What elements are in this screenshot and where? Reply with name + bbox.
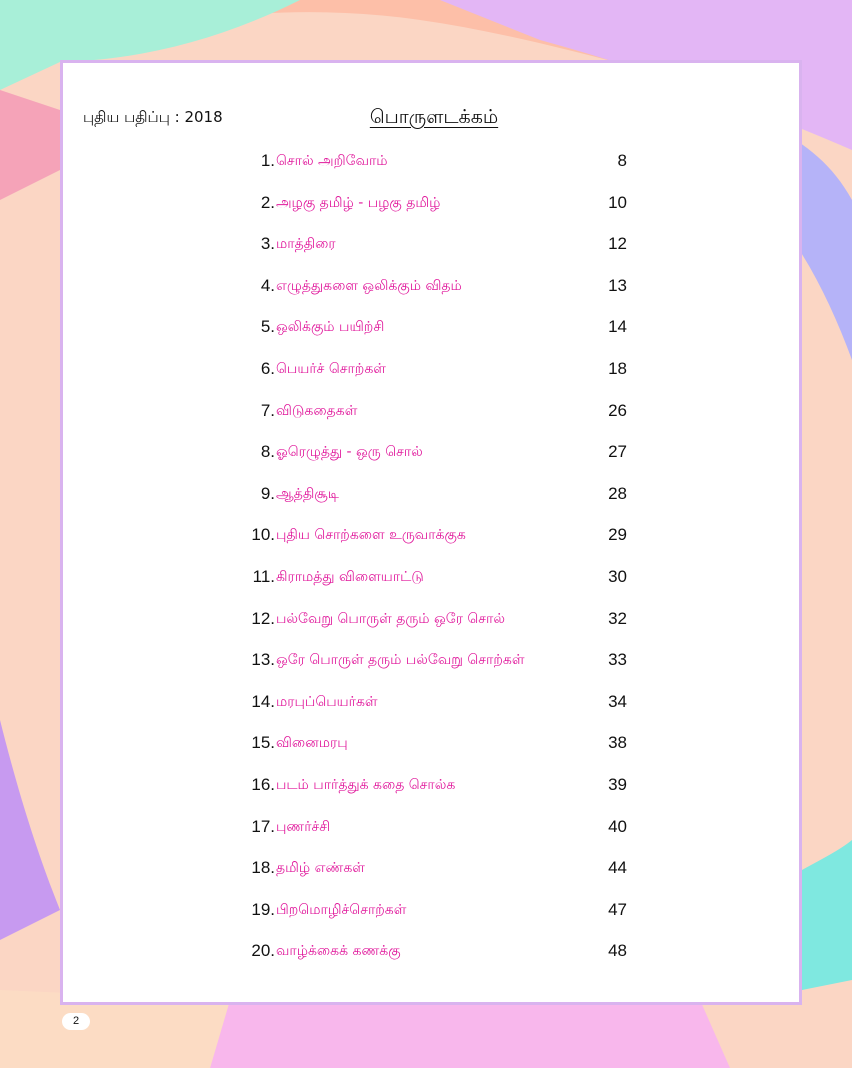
toc-label[interactable]: அழகு தமிழ் - பழகு தமிழ் xyxy=(276,194,441,211)
toc-number: 4. xyxy=(260,275,275,295)
toc-number: 8. xyxy=(260,442,275,462)
toc-row[interactable] xyxy=(63,609,805,639)
toc-page-number: 48 xyxy=(608,941,627,961)
toc-row[interactable] xyxy=(63,692,805,722)
toc-number: 19. xyxy=(251,899,275,919)
toc-page-number: 10 xyxy=(608,192,627,212)
toc-row[interactable] xyxy=(63,525,805,555)
toc-label[interactable]: புதிய சொற்களை உருவாக்குக xyxy=(276,527,466,544)
toc-number: 7. xyxy=(260,400,275,420)
toc-number: 9. xyxy=(260,483,275,503)
toc-label[interactable]: பெயர்ச் சொற்கள் xyxy=(276,361,386,377)
toc-row[interactable] xyxy=(63,359,805,389)
toc-row[interactable] xyxy=(63,900,805,930)
toc-row[interactable] xyxy=(63,733,805,763)
toc-row[interactable] xyxy=(63,193,805,223)
toc-page-number: 38 xyxy=(608,733,627,753)
toc-number: 11. xyxy=(252,567,275,586)
toc-row[interactable] xyxy=(63,817,805,847)
toc-label[interactable]: ஒலிக்கும் பயிற்சி xyxy=(276,319,385,336)
toc-number: 12. xyxy=(251,608,275,628)
toc-number: 20. xyxy=(251,941,275,961)
toc-page-number: 47 xyxy=(608,899,627,919)
toc-row[interactable] xyxy=(63,858,805,888)
toc-number: 2. xyxy=(260,192,275,212)
contents-panel xyxy=(60,60,802,1005)
toc-label[interactable]: சொல் அறிவோம் xyxy=(276,153,388,169)
toc-page-number: 27 xyxy=(608,442,627,462)
toc-label[interactable]: கிராமத்து விளையாட்டு xyxy=(276,569,424,585)
toc-label[interactable]: மரபுப்பெயர்கள் xyxy=(276,693,378,710)
toc-page-number: 40 xyxy=(608,816,627,836)
toc-page-number: 12 xyxy=(608,234,627,254)
page-number-badge: 2 xyxy=(62,1013,90,1030)
toc-row[interactable] xyxy=(63,442,805,472)
toc-page-number: 39 xyxy=(608,775,627,794)
toc-page-number: 8 xyxy=(617,151,627,170)
toc-row[interactable] xyxy=(63,650,805,680)
toc-number: 17. xyxy=(251,816,275,836)
toc-page-number: 18 xyxy=(608,359,627,378)
toc-page-number: 32 xyxy=(608,608,627,628)
toc-page-number: 44 xyxy=(608,858,627,878)
toc-number: 13. xyxy=(251,650,275,670)
toc-number: 6. xyxy=(260,359,275,378)
toc-number: 14. xyxy=(251,691,275,711)
toc-label[interactable]: எழுத்துகளை ஒலிக்கும் விதம் xyxy=(276,277,462,294)
toc-row[interactable] xyxy=(63,151,805,181)
toc-label[interactable]: ஓரெழுத்து - ஒரு சொல் xyxy=(276,444,423,461)
toc-row[interactable] xyxy=(63,484,805,514)
toc-label[interactable]: புணர்ச்சி xyxy=(276,818,331,835)
toc-page-number: 13 xyxy=(608,275,627,295)
toc-row[interactable] xyxy=(63,941,805,971)
toc-number: 3. xyxy=(260,234,275,254)
toc-label[interactable]: படம் பார்த்துக் கதை சொல்க xyxy=(276,777,456,793)
page-title: பொருளடக்கம் xyxy=(369,106,499,128)
toc-label[interactable]: பிறமொழிச்சொற்கள் xyxy=(276,901,407,918)
toc-row[interactable] xyxy=(63,276,805,306)
toc-page-number: 14 xyxy=(608,317,627,337)
toc-page-number: 30 xyxy=(608,567,627,586)
toc-label[interactable]: விடுகதைகள் xyxy=(276,402,358,419)
toc-label[interactable]: ஆத்திசூடி xyxy=(276,485,339,502)
toc-label[interactable]: ஒரே பொருள் தரும் பல்வேறு சொற்கள் xyxy=(276,652,525,669)
toc-page-number: 33 xyxy=(608,650,627,670)
toc-row[interactable] xyxy=(63,401,805,431)
toc-page-number: 34 xyxy=(608,691,627,711)
toc-number: 5. xyxy=(260,317,275,337)
toc-number: 16. xyxy=(251,775,275,794)
toc-number: 10. xyxy=(251,525,275,545)
toc-label[interactable]: வினைமரபு xyxy=(276,735,348,752)
toc-label[interactable]: தமிழ் எண்கள் xyxy=(276,860,365,877)
toc-row[interactable] xyxy=(63,775,805,805)
toc-number: 15. xyxy=(251,733,275,753)
toc-row[interactable] xyxy=(63,317,805,347)
edition-label: புதிய பதிப்பு : 2018 xyxy=(83,108,223,126)
toc-page-number: 26 xyxy=(608,400,627,420)
toc-label[interactable]: மாத்திரை xyxy=(276,236,336,253)
toc-row[interactable] xyxy=(63,567,805,597)
toc-page-number: 29 xyxy=(608,525,627,545)
toc-number: 1. xyxy=(260,151,275,170)
toc-number: 18. xyxy=(251,858,275,878)
toc-label[interactable]: வாழ்க்கைக் கணக்கு xyxy=(276,943,401,960)
toc-row[interactable] xyxy=(63,234,805,264)
toc-label[interactable]: பல்வேறு பொருள் தரும் ஒரே சொல் xyxy=(276,610,505,627)
toc-page-number: 28 xyxy=(608,483,627,503)
